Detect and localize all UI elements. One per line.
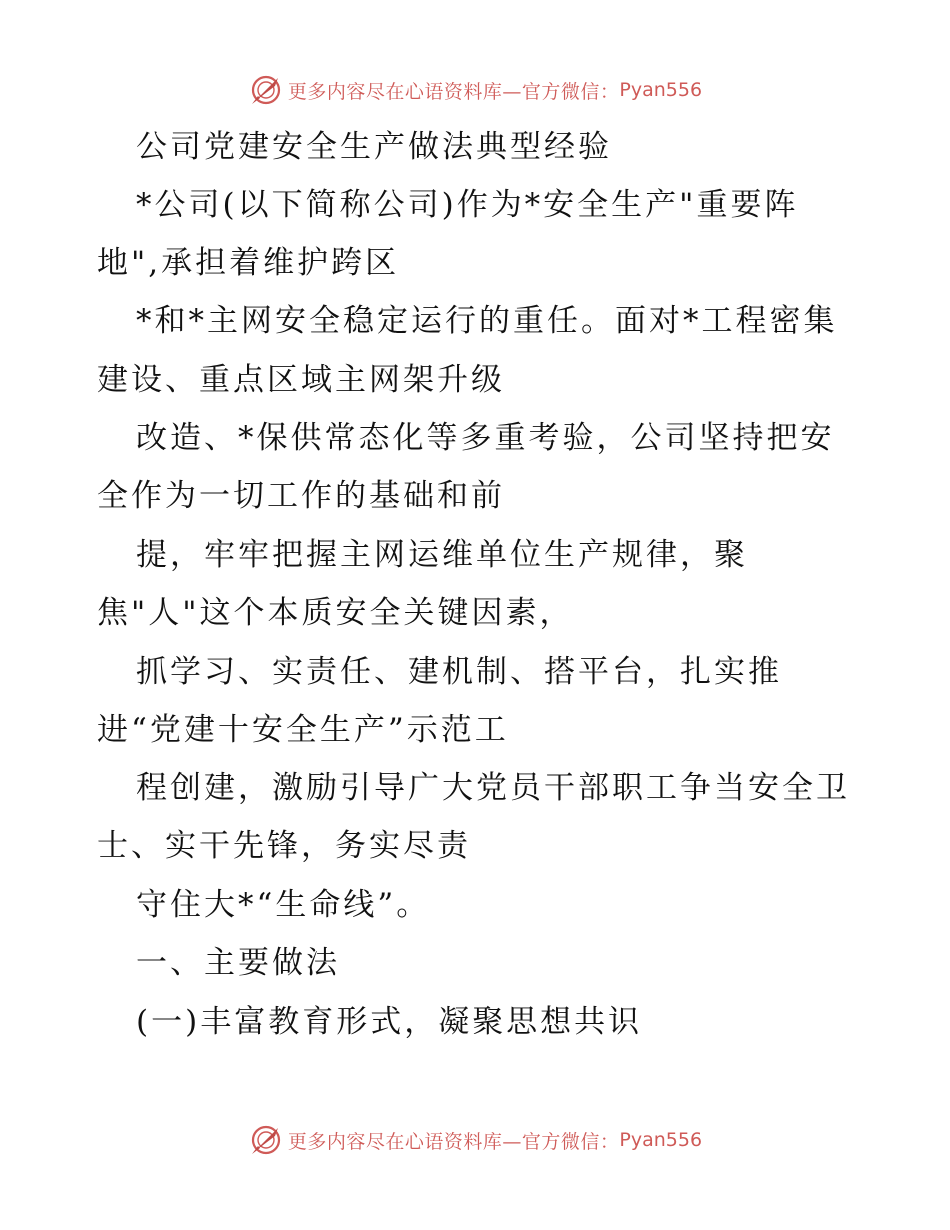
watermark-text: 更多内容尽在心语资料库—官方微信： — [287, 80, 620, 103]
subsection-heading: (一)丰富教育形式，凝聚思想共识 — [136, 1004, 643, 1040]
watermark-header — [0, 70, 950, 110]
paragraph-line: 地",承担着维护跨区 — [97, 245, 400, 281]
pen-logo-icon — [248, 1122, 284, 1158]
paragraph-line: 提，牢牢把握主网运维单位生产规律，聚 — [136, 537, 748, 573]
paragraph-line: 守住大*“生命线”。 — [136, 887, 431, 923]
watermark-handle: Pyan556 — [619, 79, 703, 101]
paragraph-line: *公司(以下简称公司)作为*安全生产"重要阵 — [136, 187, 799, 223]
paragraph-line: 全作为一切工作的基础和前 — [97, 478, 505, 514]
pen-logo-icon — [248, 72, 284, 108]
watermark-footer — [0, 1120, 950, 1160]
paragraph-line: 程创建，激励引导广大党员干部职工争当安全卫 — [136, 770, 850, 806]
watermark-footer-group — [248, 1122, 702, 1158]
paragraph-line: 抓学习、实责任、建机制、搭平台，扎实推 — [136, 654, 782, 690]
watermark-text: 更多内容尽在心语资料库—官方微信： — [287, 1130, 620, 1153]
watermark-header-group — [248, 72, 702, 108]
paragraph-line: *和*主网安全稳定运行的重任。面对*工程密集 — [136, 303, 838, 339]
paragraph-line: 进“党建十安全生产”示范工 — [97, 712, 509, 748]
section-heading: 一、主要做法 — [136, 945, 340, 981]
paragraph-line: 焦"人"这个本质安全关键因素， — [97, 595, 574, 631]
paragraph-line: 士、实干先锋，务实尽责 — [97, 828, 471, 864]
document-title: 公司党建安全生产做法典型经验 — [136, 129, 612, 165]
paragraph-line: 改造、*保供常态化等多重考验，公司坚持把安 — [136, 420, 835, 456]
watermark-handle: Pyan556 — [619, 1129, 703, 1151]
paragraph-line: 建设、重点区域主网架升级 — [97, 362, 505, 398]
